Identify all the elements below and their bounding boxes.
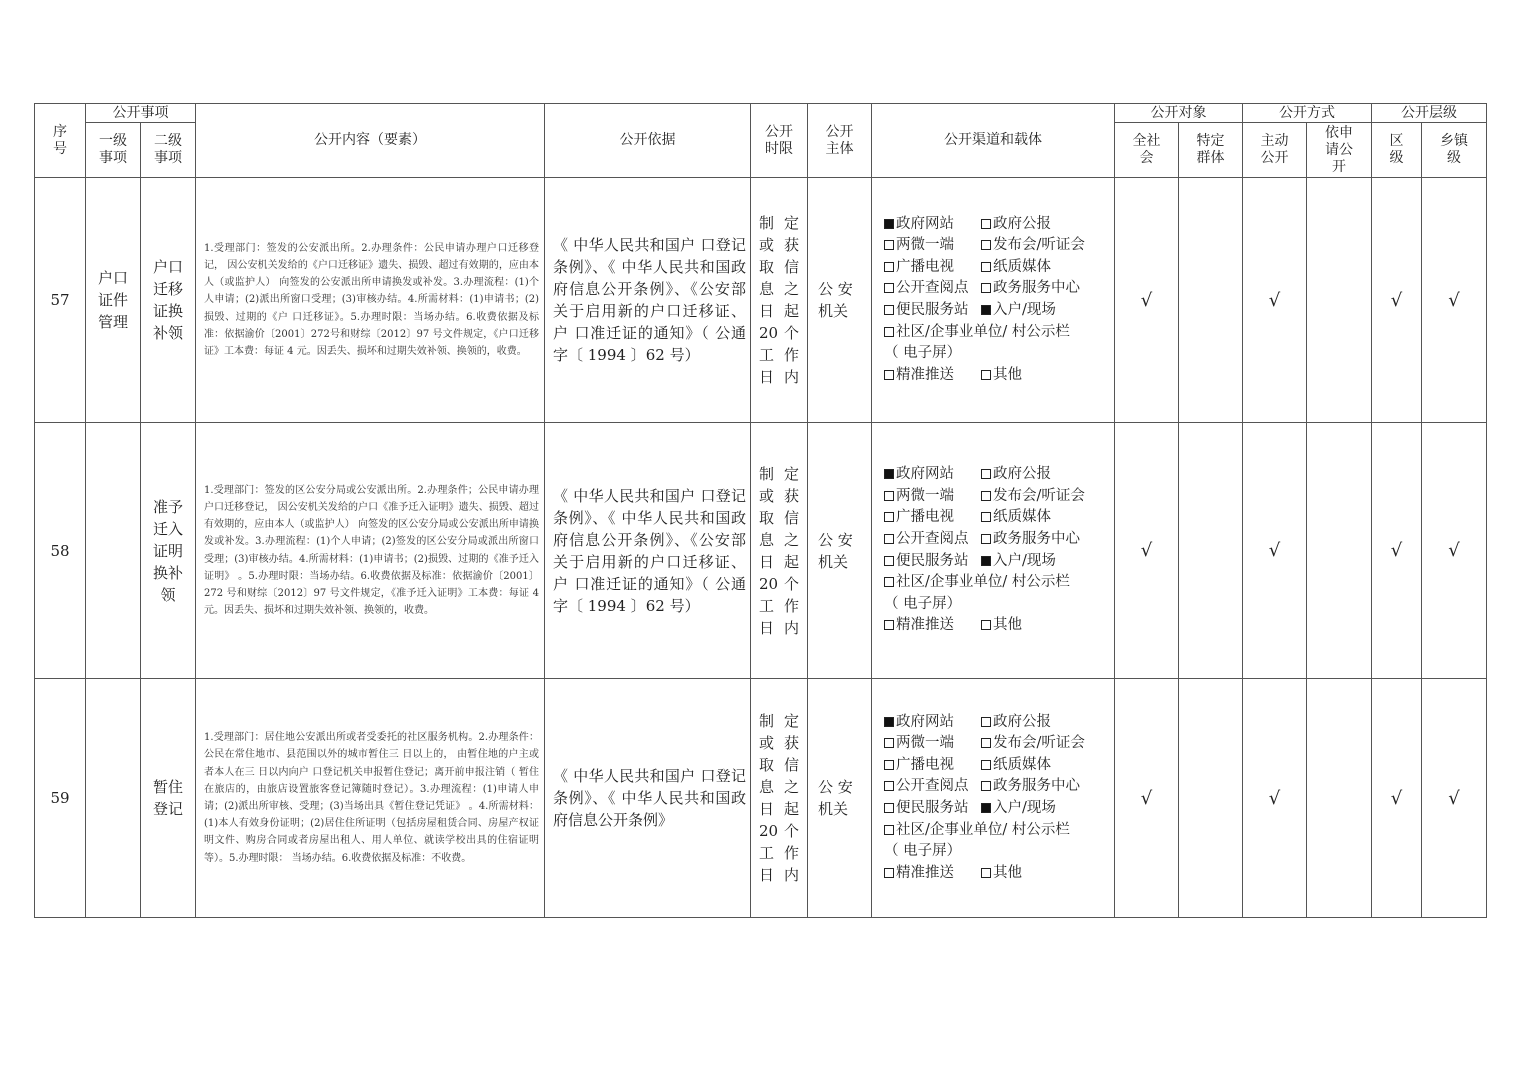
checked-checkbox-icon bbox=[981, 305, 991, 315]
channel-line bbox=[884, 776, 1108, 798]
channel-line bbox=[884, 841, 1108, 863]
header-matter-group: 公开事项 bbox=[86, 104, 196, 123]
checkbox-icon bbox=[981, 512, 991, 522]
row-seq: 57 bbox=[35, 178, 86, 423]
checkbox-icon bbox=[884, 262, 894, 272]
channel-line bbox=[884, 214, 1108, 236]
channel-option bbox=[884, 486, 981, 508]
channel-option bbox=[981, 755, 1051, 777]
channel-option bbox=[884, 529, 981, 551]
checkbox-icon bbox=[981, 760, 991, 770]
checkbox-icon bbox=[981, 262, 991, 272]
channel-option bbox=[884, 615, 981, 637]
checkbox-icon bbox=[884, 305, 894, 315]
row-content: 1.受理部门：签发的区公安分局或公安派出所。2.办理条件；公民申请办理户口迁移登记， 因公安机关发给的户口《准予迁入证明》遗失、损毁、超过有效期的，应由本人（或监护人） 向签发的区公安分局或公安派出所申请换发或补发。3.办理流程：(1)个人申请；(2)签发的区公安分局或派出所窗口受理；(3)审核办结。4.所需材料：(1)申请书；(2)损毁、过期的《准予迁入证明》 。5.办理时限：当场办结。6.收费依据及标准：依据渝价〔2001〕272 号和财综〔2012〕97 号文件规定，《准予迁入证明》工本费：每证 4 元。因丢失、损坏和过期失效补领、换领的，收费。 bbox=[196, 423, 545, 679]
checkbox-icon bbox=[981, 738, 991, 748]
channel-line bbox=[884, 300, 1108, 322]
row-level-town: √ bbox=[1422, 178, 1487, 423]
checkbox-icon bbox=[884, 760, 894, 770]
channel-label: 入户/现场 bbox=[993, 552, 1056, 569]
checkbox-icon bbox=[981, 781, 991, 791]
row-time-limit: 制定或获取信息之日起20个工作日内 bbox=[751, 178, 808, 423]
header-subject: 公开主体 bbox=[808, 104, 872, 178]
row-subject: 公 安机关 bbox=[808, 178, 872, 423]
channel-option bbox=[884, 820, 1070, 842]
checkbox-icon bbox=[884, 803, 894, 813]
channel-line bbox=[884, 863, 1108, 885]
channel-line bbox=[884, 322, 1108, 344]
channel-label: 纸质媒体 bbox=[993, 756, 1051, 773]
row-seq: 58 bbox=[35, 423, 86, 679]
row-basis: 《 中华人民共和国户 口登记条例》、《 中华人民共和国政府信息公开条例》、《公安部关于启用新的户口迁移证、户 口准迁证的通知》（ 公通字〔 1994 〕62 号） bbox=[545, 178, 751, 423]
channel-label: 政务服务中心 bbox=[993, 778, 1080, 795]
channel-label: 其他 bbox=[993, 366, 1022, 383]
channel-label: 便民服务站 bbox=[896, 800, 969, 816]
row-level2: 户口迁移证换补领 bbox=[141, 178, 196, 423]
channel-label: 政府公报 bbox=[993, 466, 1051, 483]
channel-label: 两微一端 bbox=[896, 237, 954, 254]
channel-option bbox=[884, 841, 961, 863]
channel-label: 广播电视 bbox=[896, 509, 954, 526]
channel-label: 便民服务站 bbox=[896, 552, 969, 569]
channel-option bbox=[884, 464, 981, 486]
row-channels bbox=[872, 423, 1115, 679]
channel-line bbox=[884, 365, 1108, 387]
row-method-active: √ bbox=[1243, 423, 1307, 679]
channel-line bbox=[884, 507, 1108, 529]
table-row bbox=[35, 679, 1487, 918]
channel-line bbox=[884, 551, 1108, 573]
channel-line bbox=[884, 733, 1108, 755]
channel-label: 发布会/听证会 bbox=[993, 237, 1085, 254]
row-target-all: √ bbox=[1115, 178, 1179, 423]
checkbox-icon bbox=[981, 370, 991, 380]
checkbox-icon bbox=[884, 370, 894, 380]
row-method-request bbox=[1307, 423, 1372, 679]
channel-option bbox=[884, 278, 981, 300]
channel-option bbox=[981, 863, 1022, 885]
channel-option bbox=[981, 733, 1085, 755]
channel-option bbox=[884, 712, 981, 734]
header-target-all: 全社会 bbox=[1115, 123, 1179, 178]
channel-line bbox=[884, 820, 1108, 842]
row-content: 1.受理部门：签发的公安派出所。2.办理条件：公民申请办理户口迁移登记， 因公安机关发给的《户口迁移证》遗失、损毁、超过有效期的，应由本人（或监护人） 向签发的公安派出所申请换发或补发。3.办理流程：(1)个人申请；(2)派出所窗口受理；(3)审核办结。4.所需材料：(1)申请书；(2)损毁、过期的《户 口迁移证》。5.办理时限：当场办结。6.收费依据及标准：依据渝价〔2001〕272号和财综〔2012〕97 号文件规定，《户口迁移证》工本费：每证 4 元。因丢失、损坏和过期失效补领、换领的，收费。 bbox=[196, 178, 545, 423]
table-row bbox=[35, 178, 1487, 423]
channel-label: 精准推送 bbox=[896, 617, 954, 634]
row-method-active: √ bbox=[1243, 178, 1307, 423]
row-level2: 准予迁入证明换补领 bbox=[141, 423, 196, 679]
channel-label: 精准推送 bbox=[896, 864, 954, 881]
table-row bbox=[35, 423, 1487, 679]
checkbox-icon bbox=[884, 283, 894, 293]
row-content: 1.受理部门：居住地公安派出所或者受委托的社区服务机构。2.办理条件：公民在常住地市、县范围以外的城市暂住三 日以上的， 由暂住地的户主或者本人在三 日以内向户 口登记机关申报暂住登记；离开前申报注销（ 暂住在旅店的，由旅店设置旅客登记簿随时登记）。3.办理流程：(1)申请人申请；(2)派出所审核、受理；(3)当场出具《暂住登记凭证》 。4.所需材料：(1)本人有效身份证明；(2)居住住所证明（包括房屋租赁合同、房屋产权证明文件、购房合同或者房屋出租人、用人单位、就读学校出具的住宿证明等）。5.办理时限： 当场办结。6.收费依据及标准：不收费。 bbox=[196, 679, 545, 918]
channel-label: 两微一端 bbox=[896, 735, 954, 752]
checkbox-icon bbox=[981, 868, 991, 878]
channel-option bbox=[981, 507, 1051, 529]
header-time-limit: 公开时限 bbox=[751, 104, 808, 178]
channel-line bbox=[884, 343, 1108, 365]
channel-label: 便民服务站 bbox=[896, 302, 969, 318]
channel-label: 纸质媒体 bbox=[993, 509, 1051, 526]
checked-checkbox-icon bbox=[884, 469, 894, 479]
channel-label: 公开查阅点 bbox=[896, 778, 969, 795]
row-level1 bbox=[86, 679, 141, 918]
channel-option bbox=[981, 300, 1056, 322]
row-basis: 《 中华人民共和国户 口登记条例》、《 中华人民共和国政府信息公开条例》、《公安部关于启用新的户口迁移证、户 口准迁证的通知》（ 公通字〔 1994 〕62 号） bbox=[545, 423, 751, 679]
row-level1: 户口证件管理 bbox=[86, 178, 141, 423]
channel-label: （ 电子屏） bbox=[884, 843, 962, 860]
checkbox-icon bbox=[981, 491, 991, 501]
channel-line bbox=[884, 278, 1108, 300]
channel-label: 入户/现场 bbox=[993, 800, 1056, 816]
channel-line bbox=[884, 529, 1108, 551]
channel-label: （ 电子屏） bbox=[884, 595, 962, 612]
channel-option bbox=[884, 507, 981, 529]
header-channels: 公开渠道和载体 bbox=[872, 104, 1115, 178]
row-subject: 公 安机关 bbox=[808, 679, 872, 918]
channel-label: 广播电视 bbox=[896, 756, 954, 773]
channel-option bbox=[884, 214, 981, 236]
channel-label: 政府网站 bbox=[896, 713, 954, 730]
channel-option bbox=[981, 798, 1056, 820]
channel-option bbox=[981, 214, 1051, 236]
checkbox-icon bbox=[884, 620, 894, 630]
checkbox-icon bbox=[884, 868, 894, 878]
checkbox-icon bbox=[884, 556, 894, 566]
row-target-specific bbox=[1179, 178, 1243, 423]
channel-label: 政府网站 bbox=[896, 215, 954, 232]
row-level-town: √ bbox=[1422, 423, 1487, 679]
row-level2: 暂住登记 bbox=[141, 679, 196, 918]
row-target-specific bbox=[1179, 679, 1243, 918]
header-level-district: 区级 bbox=[1372, 123, 1422, 178]
channel-label: 社区/企事业单位/ 村公示栏 bbox=[896, 323, 1070, 340]
checkbox-icon bbox=[884, 491, 894, 501]
channel-label: （ 电子屏） bbox=[884, 345, 962, 362]
checkbox-icon bbox=[981, 534, 991, 544]
checkbox-icon bbox=[884, 577, 894, 587]
checkbox-icon bbox=[981, 219, 991, 229]
channel-label: 精准推送 bbox=[896, 366, 954, 383]
checked-checkbox-icon bbox=[884, 717, 894, 727]
checkbox-icon bbox=[884, 512, 894, 522]
channel-label: 纸质媒体 bbox=[993, 258, 1051, 275]
channel-label: 政务服务中心 bbox=[993, 280, 1080, 297]
channel-label: 发布会/听证会 bbox=[993, 487, 1085, 504]
header-target-specific: 特定群体 bbox=[1179, 123, 1243, 178]
checkbox-icon bbox=[981, 283, 991, 293]
header-basis: 公开依据 bbox=[545, 104, 751, 178]
channel-option bbox=[981, 712, 1051, 734]
channel-option bbox=[884, 257, 981, 279]
checked-checkbox-icon bbox=[884, 219, 894, 229]
header-seq: 序号 bbox=[35, 104, 86, 178]
channel-line bbox=[884, 615, 1108, 637]
row-level-district: √ bbox=[1372, 423, 1422, 679]
channel-line bbox=[884, 464, 1108, 486]
checkbox-icon bbox=[981, 240, 991, 250]
row-method-active: √ bbox=[1243, 679, 1307, 918]
channel-option bbox=[884, 343, 961, 365]
channel-label: 发布会/听证会 bbox=[993, 735, 1085, 752]
channel-option bbox=[884, 733, 981, 755]
row-target-specific bbox=[1179, 423, 1243, 679]
checkbox-icon bbox=[981, 620, 991, 630]
channel-line bbox=[884, 755, 1108, 777]
header-level2: 二级事项 bbox=[141, 123, 196, 178]
channel-option bbox=[884, 798, 981, 820]
channel-option bbox=[981, 365, 1022, 387]
channel-option bbox=[981, 615, 1022, 637]
channel-option bbox=[981, 464, 1051, 486]
channel-option bbox=[884, 863, 981, 885]
checked-checkbox-icon bbox=[981, 556, 991, 566]
channel-option bbox=[884, 322, 1070, 344]
channel-label: 广播电视 bbox=[896, 258, 954, 275]
checkbox-icon bbox=[884, 738, 894, 748]
row-seq: 59 bbox=[35, 679, 86, 918]
checked-checkbox-icon bbox=[981, 803, 991, 813]
channel-line bbox=[884, 486, 1108, 508]
checkbox-icon bbox=[884, 781, 894, 791]
row-channels bbox=[872, 679, 1115, 918]
channel-option bbox=[884, 235, 981, 257]
header-target-group: 公开对象 bbox=[1115, 104, 1243, 123]
channel-label: 政府公报 bbox=[993, 215, 1051, 232]
channel-option bbox=[981, 776, 1080, 798]
channel-option bbox=[884, 594, 961, 616]
row-level-town: √ bbox=[1422, 679, 1487, 918]
row-target-all: √ bbox=[1115, 679, 1179, 918]
checkbox-icon bbox=[884, 534, 894, 544]
channel-option bbox=[981, 235, 1085, 257]
checkbox-icon bbox=[884, 240, 894, 250]
channel-label: 入户/现场 bbox=[993, 302, 1056, 318]
header-method-group: 公开方式 bbox=[1243, 104, 1372, 123]
channel-label: 公开查阅点 bbox=[896, 280, 969, 297]
channel-label: 政府公报 bbox=[993, 713, 1051, 730]
row-channels bbox=[872, 178, 1115, 423]
channel-option bbox=[981, 257, 1051, 279]
channel-label: 政务服务中心 bbox=[993, 530, 1080, 547]
row-level-district: √ bbox=[1372, 178, 1422, 423]
channel-option bbox=[884, 572, 1070, 594]
channel-line bbox=[884, 235, 1108, 257]
row-level1 bbox=[86, 423, 141, 679]
channel-label: 公开查阅点 bbox=[896, 530, 969, 547]
channel-label: 社区/企事业单位/ 村公示栏 bbox=[896, 574, 1070, 591]
channel-option bbox=[884, 776, 981, 798]
channel-line bbox=[884, 712, 1108, 734]
channel-label: 其他 bbox=[993, 617, 1022, 634]
header-method-request: 依申请公开 bbox=[1307, 123, 1372, 178]
channel-label: 其他 bbox=[993, 864, 1022, 881]
channel-label: 社区/企事业单位/ 村公示栏 bbox=[896, 821, 1070, 838]
header-content: 公开内容（要素） bbox=[196, 104, 545, 178]
checkbox-icon bbox=[884, 327, 894, 337]
row-method-request bbox=[1307, 178, 1372, 423]
channel-line bbox=[884, 594, 1108, 616]
channel-option bbox=[884, 300, 981, 322]
channel-label: 政府网站 bbox=[896, 466, 954, 483]
header-level-group: 公开层级 bbox=[1372, 104, 1487, 123]
row-time-limit: 制定或获取信息之日起20个工作日内 bbox=[751, 423, 808, 679]
disclosure-table bbox=[34, 103, 1487, 918]
channel-option bbox=[884, 551, 981, 573]
row-level-district: √ bbox=[1372, 679, 1422, 918]
header-level1: 一级事项 bbox=[86, 123, 141, 178]
checkbox-icon bbox=[981, 469, 991, 479]
channel-label: 两微一端 bbox=[896, 487, 954, 504]
row-subject: 公 安机关 bbox=[808, 423, 872, 679]
channel-option bbox=[981, 529, 1080, 551]
header-level-town: 乡镇级 bbox=[1422, 123, 1487, 178]
row-time-limit: 制定或获取信息之日起20个工作日内 bbox=[751, 679, 808, 918]
channel-option bbox=[884, 755, 981, 777]
channel-option bbox=[981, 486, 1085, 508]
channel-line bbox=[884, 798, 1108, 820]
row-target-all: √ bbox=[1115, 423, 1179, 679]
channel-option bbox=[981, 551, 1056, 573]
row-method-request bbox=[1307, 679, 1372, 918]
channel-option bbox=[981, 278, 1080, 300]
channel-line bbox=[884, 572, 1108, 594]
channel-option bbox=[884, 365, 981, 387]
row-basis: 《 中华人民共和国户 口登记条例》、《 中华人民共和国政府信息公开条例》 bbox=[545, 679, 751, 918]
checkbox-icon bbox=[884, 825, 894, 835]
channel-line bbox=[884, 257, 1108, 279]
header-method-active: 主动公开 bbox=[1243, 123, 1307, 178]
checkbox-icon bbox=[981, 717, 991, 727]
